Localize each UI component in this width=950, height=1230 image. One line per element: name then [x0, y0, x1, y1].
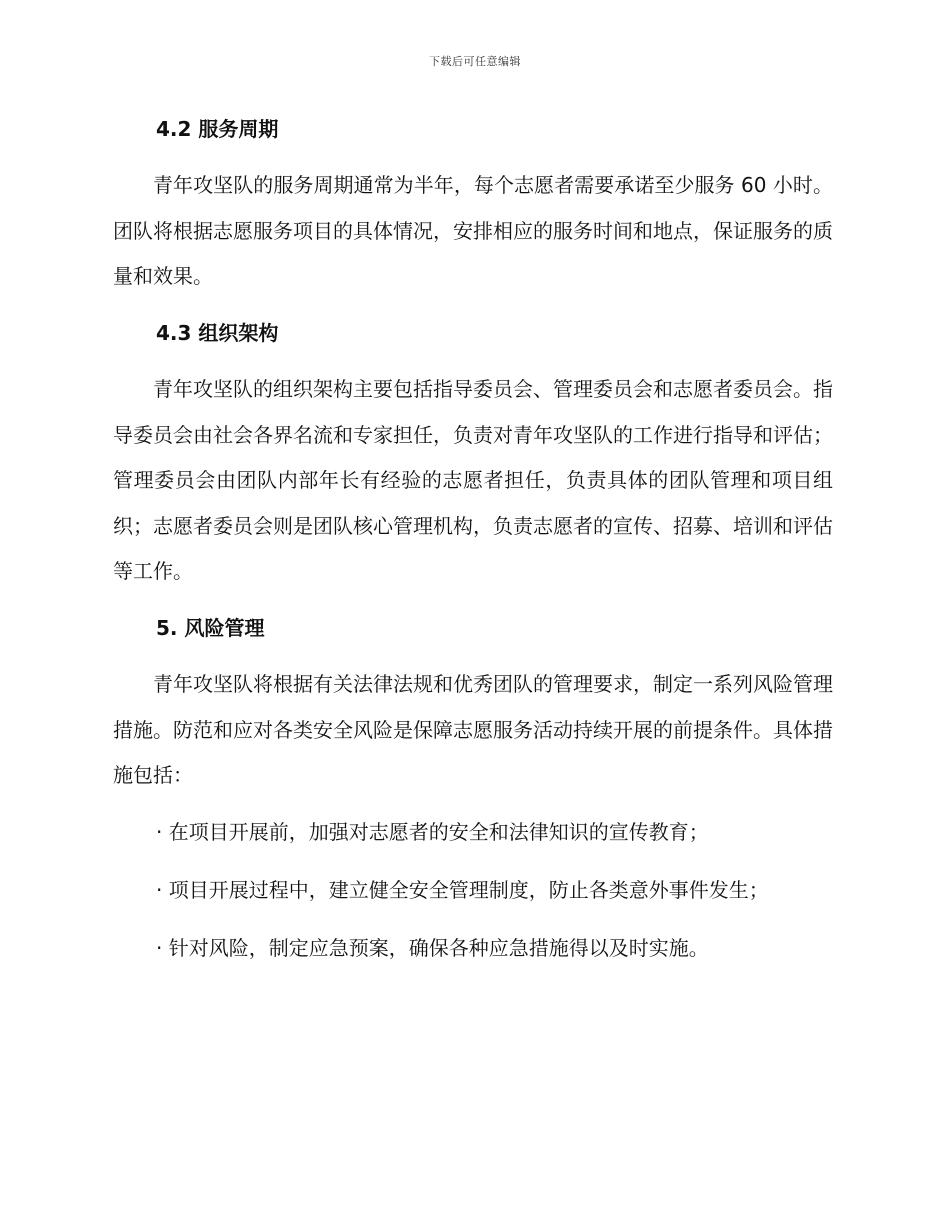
page-header: 下载后可任意编辑 — [429, 55, 521, 68]
list-item: · 在项目开展前，加强对志愿者的安全和法律知识的宣传教育； — [156, 820, 709, 844]
section-heading-risk-management: 5. 风险管理 — [156, 616, 265, 640]
list-item: · 项目开展过程中，建立健全安全管理制度，防止各类意外事件发生； — [156, 878, 769, 902]
list-item: · 针对风险，制定应急预案，确保各种应急措施得以及时实施。 — [156, 936, 709, 960]
section-paragraph-risk-management: 青年攻坚队将根据有关法律法规和优秀团队的管理要求，制定一系列风险管理措施。防范和应对各类安全风险是保障志愿服务活动持续开展的前提条件。具体措施包括： — [113, 672, 833, 787]
section-paragraph-service-period: 青年攻坚队的服务周期通常为半年，每个志愿者需要承诺至少服务 60 小时。团队将根据志愿服务项目的具体情况，安排相应的服务时间和地点，保证服务的质量和效果。 — [113, 173, 833, 288]
section-paragraph-organization: 青年攻坚队的组织架构主要包括指导委员会、管理委员会和志愿者委员会。指导委员会由社会各界名流和专家担任，负责对青年攻坚队的工作进行指导和评估；管理委员会由团队内部年长有经验的志愿者担任，负责具体的团队管理和项目组织；志愿者委员会则是团队核心管理机构，负责志愿者的宣传、招募、培训和评估等工作。 — [113, 377, 833, 583]
section-heading-service-period: 4.2 服务周期 — [156, 117, 279, 141]
section-heading-organization: 4.3 组织架构 — [156, 321, 279, 345]
